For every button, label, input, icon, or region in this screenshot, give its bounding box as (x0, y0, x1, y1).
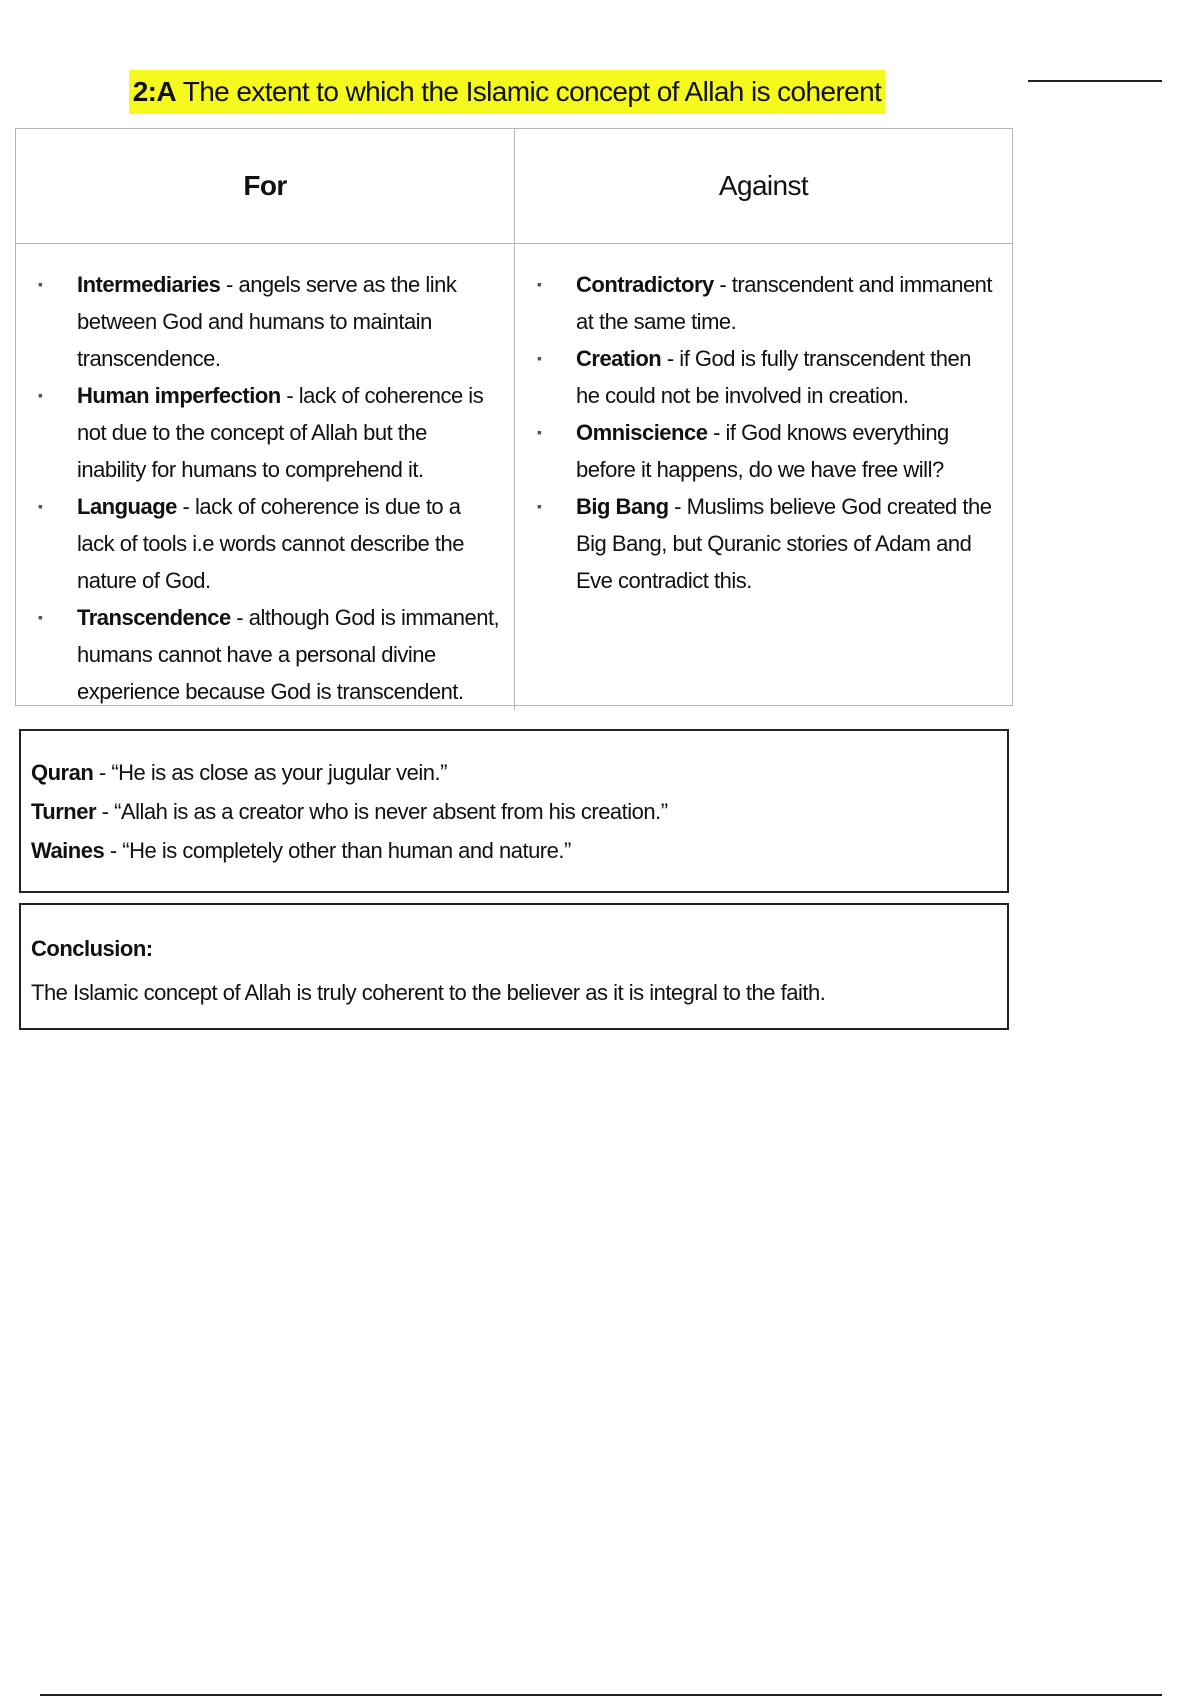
quote-line (31, 792, 997, 831)
bullet-icon: ▪ (537, 498, 542, 514)
for-term: Intermediaries (77, 272, 221, 297)
against-term: Creation (576, 346, 662, 371)
quote-author: Turner (31, 799, 97, 824)
for-text: - lack of coherence is due to a lack of tools i.e words cannot describe the nature of God. (77, 494, 464, 593)
quote-text: - “Allah is as a creator who is never absent from his creation.” (96, 799, 668, 824)
bullet-icon: ▪ (38, 609, 43, 625)
against-term: Big Bang (576, 494, 669, 519)
bullet-icon: ▪ (38, 276, 43, 292)
for-term: Language (77, 494, 177, 519)
against-text: - Muslims believe God created the Big Bang, but Quranic stories of Adam and Eve contradict this. (576, 494, 992, 593)
conclusion-heading (31, 927, 997, 971)
for-column (16, 244, 515, 710)
quote-text: - “He is completely other than human and nature.” (104, 838, 571, 863)
quote-author: Waines (31, 838, 105, 863)
conclusion-text: The Islamic concept of Allah is truly coherent to the believer as it is integral to the faith. (31, 980, 826, 1005)
against-text: - transcendent and immanent at the same time. (576, 272, 993, 334)
conclusion-heading-text: Conclusion: (31, 936, 153, 961)
bottom-rule (40, 1694, 1162, 1696)
quote-text: - “He is as close as your jugular vein.” (93, 760, 447, 785)
list-item (515, 414, 998, 488)
for-against-table (15, 128, 1013, 706)
quotes-box (19, 729, 1009, 893)
bullet-icon: ▪ (537, 350, 542, 366)
against-term: Omniscience (576, 420, 708, 445)
bullet-icon: ▪ (38, 387, 43, 403)
list-item (515, 266, 998, 340)
list-item (16, 266, 500, 377)
page-title (129, 70, 886, 114)
for-text: - lack of coherence is not due to the concept of Allah but the inability for humans to comprehend it. (77, 383, 484, 482)
bullet-icon: ▪ (38, 498, 43, 514)
conclusion-box (19, 903, 1009, 1030)
for-list (16, 244, 514, 710)
title-text: The extent to which the Islamic concept of Allah is coherent (176, 76, 882, 107)
title-container (0, 70, 1014, 114)
for-term: Human imperfection (77, 383, 281, 408)
list-item (515, 488, 998, 599)
list-item (16, 377, 500, 488)
against-text: - if God knows everything before it happens, do we have free will? (576, 420, 949, 482)
bullet-icon: ▪ (537, 424, 542, 440)
against-column (515, 244, 1012, 710)
for-heading: For (16, 129, 515, 244)
for-term: Transcendence (77, 605, 231, 630)
against-list (515, 244, 1012, 599)
bullet-icon: ▪ (537, 276, 542, 292)
against-heading: Against (515, 129, 1012, 244)
for-text: - although God is immanent, humans cannot have a personal divine experience because God is transcendent. (77, 605, 500, 704)
quote-author: Quran (31, 760, 94, 785)
quote-line (31, 753, 997, 792)
against-text: - if God is fully transcendent then he could not be involved in creation. (576, 346, 971, 408)
list-item (515, 340, 998, 414)
top-right-rule (1028, 80, 1162, 82)
list-item (16, 488, 500, 599)
for-text: - angels serve as the link between God and humans to maintain transcendence. (77, 272, 457, 371)
quote-line (31, 831, 997, 870)
list-item (16, 599, 500, 710)
against-term: Contradictory (576, 272, 714, 297)
title-number: 2:A (132, 76, 177, 107)
